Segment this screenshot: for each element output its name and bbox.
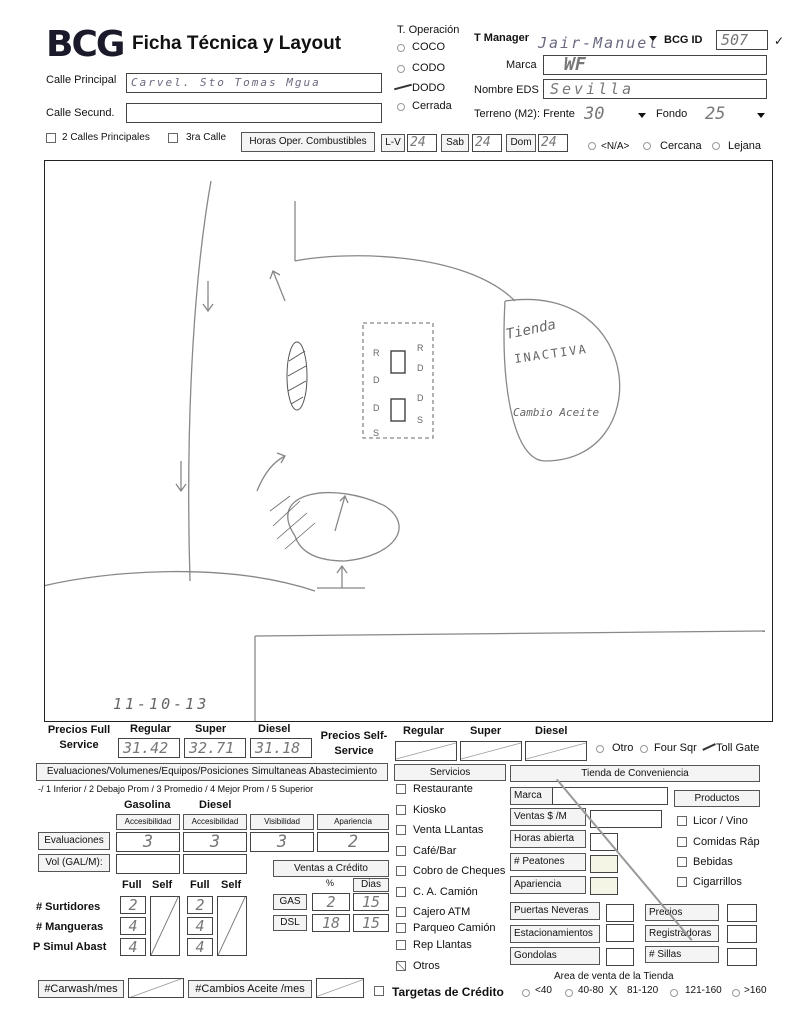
dsl-dias-field[interactable]: 15 — [353, 914, 389, 932]
servicio-otros-checkbox[interactable] — [396, 961, 406, 971]
servicio-cheques: Cobro de Cheques — [413, 865, 506, 877]
pump-letter-r1: R — [373, 348, 380, 358]
layout-date: 11-10-13 — [113, 695, 210, 713]
area-lt40: <40 — [535, 985, 552, 996]
precios-tienda-field[interactable] — [727, 904, 757, 922]
surtidores-gas-self[interactable] — [150, 896, 180, 956]
bcg-logo: BCG — [46, 24, 124, 65]
pump-letter-d2: D — [417, 363, 424, 373]
gasolina-label: Gasolina — [124, 799, 171, 811]
marca-label: Marca — [506, 59, 537, 71]
accesibilidad-gas-header: Accesibilidad — [116, 814, 180, 830]
area-gt160: >160 — [744, 985, 767, 996]
frente-value[interactable]: 30 — [584, 104, 605, 124]
hatch-oval — [287, 342, 307, 410]
producto-licor: Licor / Vino — [693, 815, 748, 827]
estacionamientos-field[interactable] — [606, 924, 634, 942]
evaluation-scale: -/ 1 Inferior / 2 Debajo Prom / 3 Promedio / 4 Mejor Prom / 5 Superior — [38, 784, 314, 794]
carwash-label: #Carwash/mes — [38, 980, 124, 998]
servicio-camion-checkbox[interactable] — [396, 887, 406, 897]
radio-area-40-80[interactable] — [565, 989, 573, 997]
cambios-aceite-field[interactable] — [316, 978, 364, 998]
road-curve — [295, 256, 515, 301]
servicio-llantas: Venta LLantas — [413, 824, 484, 836]
nombre-eds-label: Nombre EDS — [474, 84, 539, 96]
area-121-160: 121-160 — [685, 985, 722, 996]
terreno-label: Terreno (M2): Frente — [474, 108, 575, 120]
tienda-marca-label: Marca — [510, 787, 558, 805]
radio-otro[interactable] — [596, 745, 604, 753]
nombre-eds-field[interactable]: Sevilla — [543, 79, 767, 99]
frente-dropdown-icon[interactable] — [638, 113, 646, 118]
evaluaciones-label: Evaluaciones — [38, 832, 110, 850]
proximity-lejana: Lejana — [728, 140, 762, 152]
col-diesel-full: Diesel — [258, 723, 291, 735]
registradoras-label: Registradoras — [645, 925, 719, 942]
registradoras-field[interactable] — [727, 925, 757, 943]
col-regular-self: Regular — [403, 725, 444, 737]
vol-label: Vol (GAL/M): — [38, 854, 110, 872]
radio-lejana[interactable] — [712, 142, 720, 150]
area-40-80: 40-80 — [578, 985, 604, 996]
servicio-kiosko-checkbox[interactable] — [396, 805, 406, 815]
gondolas-label: Gondolas — [510, 947, 600, 965]
servicio-atm-checkbox[interactable] — [396, 907, 406, 917]
tarjetas-checkbox[interactable] — [374, 986, 384, 996]
radio-cercana[interactable] — [643, 142, 651, 150]
gas-dias-field[interactable]: 15 — [353, 893, 389, 911]
calle-principal-label: Calle Principal — [46, 74, 117, 86]
peatones-label: # Peatones — [510, 853, 586, 871]
precios-tienda-label: Precios — [645, 904, 719, 921]
tercera-calle-label: 3ra Calle — [186, 132, 227, 143]
t-manager-label: T Manager — [474, 32, 530, 44]
servicio-atm: Cajero ATM — [413, 906, 471, 918]
cambios-aceite-label: #Cambios Aceite /mes — [188, 980, 312, 998]
servicio-cheques-checkbox[interactable] — [396, 866, 406, 876]
calle-secund-label: Calle Secund. — [46, 107, 115, 119]
tienda-text: Tienda — [504, 316, 558, 343]
pump-letter-d4: D — [417, 393, 424, 403]
proximity-cercana: Cercana — [660, 140, 702, 152]
score-visibilidad[interactable]: 3 — [250, 832, 314, 852]
puertas-neveras-field[interactable] — [606, 904, 634, 922]
servicio-llantas-checkbox[interactable] — [396, 825, 406, 835]
producto-comidas-checkbox[interactable] — [677, 837, 687, 847]
producto-bebidas-checkbox[interactable] — [677, 857, 687, 867]
arrow-down-1 — [203, 281, 213, 311]
col-diesel-self: Diesel — [535, 725, 568, 737]
bcg-id-label: BCG ID — [664, 34, 703, 46]
full-label-gas: Full — [122, 879, 142, 891]
arrow-up-1 — [270, 271, 285, 301]
apariencia-tienda-label: Apariencia — [510, 876, 586, 894]
accesibilidad-dsl-header: Accesibilidad — [183, 814, 247, 830]
dodo-check-mark — [394, 84, 412, 91]
col-super-full: Super — [195, 723, 227, 735]
marca-field[interactable]: WF — [543, 55, 767, 75]
score-diesel[interactable]: 3 — [183, 832, 247, 852]
simul-dsl-full[interactable]: 4 — [187, 938, 213, 956]
full-regular-field[interactable]: 31.42 — [118, 738, 180, 758]
page-title: Ficha Técnica y Layout — [132, 33, 342, 54]
visibilidad-header: Visibilidad — [250, 814, 314, 830]
surtidores-label: # Surtidores — [36, 901, 101, 913]
pump-letter-d3: D — [373, 403, 380, 413]
t-op-codo: CODO — [412, 62, 445, 74]
pump-2 — [391, 399, 405, 421]
pump-letter-d1: D — [373, 375, 380, 385]
producto-cigarrillos: Cigarrillos — [693, 876, 742, 888]
bottom-road-2 — [255, 631, 765, 636]
t-op-dodo: DODO — [412, 82, 445, 94]
radio-four-sqr[interactable] — [640, 745, 648, 753]
ventas-credito-button[interactable]: Ventas a Crédito — [273, 860, 389, 877]
layout-sketch — [45, 161, 772, 721]
mangueras-label: # Mangueras — [36, 921, 104, 933]
t-operacion-label: T. Operación — [397, 24, 460, 36]
bcg-id-field[interactable]: 507 — [716, 30, 768, 50]
dom-label: Dom — [506, 134, 536, 152]
bcg-id-tick: ✓ — [774, 34, 785, 48]
surtidores-dsl-self[interactable] — [217, 896, 247, 956]
self-diesel-field[interactable] — [525, 741, 587, 761]
self-super-field[interactable] — [460, 741, 522, 761]
dos-calles-label: 2 Calles Principales — [62, 132, 150, 143]
servicio-camion: C. A. Camión — [413, 886, 478, 898]
servicio-restaurante: Restaurante — [413, 783, 473, 795]
servicio-rep-llantas: Rep Llantas — [413, 939, 472, 951]
dom-field[interactable]: 24 — [538, 134, 568, 152]
full-super-field[interactable]: 32.71 — [184, 738, 246, 758]
servicio-restaurante-checkbox[interactable] — [396, 784, 406, 794]
proximity-na: <N/A> — [601, 141, 630, 152]
store-type-toll-gate: Toll Gate — [716, 742, 760, 754]
ventas-label: Ventas $ /M — [510, 808, 586, 826]
radio-cerrada[interactable] — [397, 103, 405, 111]
tienda-header-button[interactable]: Tienda de Conveniencia — [510, 765, 760, 782]
bottom-road — [45, 572, 315, 591]
lv-label: L-V — [381, 134, 405, 152]
t-manager-dropdown-icon[interactable] — [649, 36, 657, 41]
cambio-aceite-text: Cambio Aceite — [513, 406, 600, 419]
area-81-120-mark: X — [609, 983, 618, 998]
mangueras-gas-full[interactable]: 4 — [120, 917, 146, 935]
arrow-up-3 — [335, 496, 348, 531]
t-manager-value[interactable]: Jair-Manuel — [538, 34, 660, 52]
fondo-label: Fondo — [656, 108, 688, 120]
store-type-otro: Otro — [612, 742, 634, 754]
servicio-parqueo: Parqueo Camión — [413, 922, 496, 934]
mangueras-dsl-full[interactable]: 4 — [187, 917, 213, 935]
horas-abierta-label: Horas abierta — [510, 830, 586, 848]
ventas-field[interactable] — [590, 810, 662, 828]
pump-letter-r2: R — [417, 343, 424, 353]
t-op-coco: COCO — [412, 41, 445, 53]
simul-abast-label: P Simul Abast — [33, 941, 107, 953]
layout-canvas — [44, 160, 773, 722]
arrow-down-2 — [176, 461, 186, 491]
servicio-kiosko: Kiosko — [413, 804, 447, 816]
servicio-otros: Otros — [413, 960, 440, 972]
gas-pct-field[interactable]: 2 — [312, 893, 350, 911]
evaluaciones-header-button[interactable]: Evaluaciones/Volumenes/Equipos/Posiciones Simultaneas Abastecimiento — [36, 763, 388, 781]
peatones-field[interactable] — [590, 855, 618, 873]
radio-area-gt160[interactable] — [732, 989, 740, 997]
productos-button[interactable]: Productos — [674, 790, 760, 807]
estacionamientos-label: Estacionamientos — [510, 925, 600, 943]
arrow-bottom — [317, 566, 365, 588]
col-regular-full: Regular — [130, 723, 171, 735]
dsl-pct-field[interactable]: 18 — [312, 914, 350, 932]
vol-gas-field[interactable] — [116, 854, 180, 874]
self-label-gas: Self — [152, 879, 173, 891]
dias-label: Dias — [353, 878, 389, 892]
pct-label: % — [326, 878, 335, 888]
area-81-120: 81-120 — [627, 985, 659, 996]
carwash-field[interactable] — [128, 978, 184, 998]
simul-gas-full[interactable]: 4 — [120, 938, 146, 956]
store-type-four-sqr: Four Sqr — [654, 742, 697, 754]
tarjetas-label: Targetas de Crédito — [392, 985, 504, 999]
pump-letter-s1: S — [373, 428, 380, 438]
fondo-dropdown-icon[interactable] — [757, 113, 765, 118]
radio-area-lt40[interactable] — [522, 989, 530, 997]
pump-letter-s2: S — [417, 415, 424, 425]
sillas-field[interactable] — [727, 948, 757, 966]
apariencia-tienda-field[interactable] — [590, 877, 618, 895]
radio-codo[interactable] — [397, 65, 405, 73]
lv-field[interactable]: 24 — [407, 134, 437, 152]
precios-self-label: Precios Self-Service — [320, 730, 388, 757]
full-label-dsl: Full — [190, 879, 210, 891]
gondolas-field[interactable] — [606, 948, 634, 966]
sillas-label: # Sillas — [645, 946, 719, 963]
producto-licor-checkbox[interactable] — [677, 816, 687, 826]
servicio-cafe: Café/Bar — [413, 845, 457, 857]
self-label-dsl: Self — [221, 879, 242, 891]
radio-area-121-160[interactable] — [670, 989, 678, 997]
tercera-calle-checkbox[interactable] — [168, 133, 178, 143]
puertas-neveras-label: Puertas Neveras — [510, 902, 600, 920]
servicio-rep-llantas-checkbox[interactable] — [396, 940, 406, 950]
surtidores-dsl-full[interactable]: 2 — [187, 896, 213, 914]
calle-principal-field[interactable]: Carvel. Sto Tomas Mgua — [126, 73, 382, 93]
area-venta-label: Area de venta de la Tienda — [554, 971, 674, 982]
t-op-cerrada: Cerrada — [412, 100, 452, 112]
servicios-header-button[interactable]: Servicios — [394, 764, 506, 781]
calle-secund-field[interactable] — [126, 103, 382, 123]
road-edge-left — [189, 181, 211, 581]
sab-field[interactable]: 24 — [472, 134, 502, 152]
producto-comidas: Comidas Ráp — [693, 836, 760, 848]
apariencia-header: Apariencia — [317, 814, 389, 830]
fondo-value[interactable]: 25 — [705, 104, 726, 124]
precios-full-label: Precios Full Service — [47, 724, 111, 751]
horas-oper-button[interactable]: Horas Oper. Combustibles — [241, 132, 375, 152]
col-super-self: Super — [470, 725, 502, 737]
gas-credit-label: GAS — [273, 894, 307, 910]
inactiva-text: INACTIVA — [513, 341, 589, 366]
dsl-credit-label: DSL — [273, 915, 307, 931]
score-apariencia[interactable]: 2 — [317, 832, 389, 852]
pump-1 — [391, 351, 405, 373]
dos-calles-checkbox[interactable] — [46, 133, 56, 143]
arrow-up-2 — [257, 453, 285, 491]
servicio-parqueo-checkbox[interactable] — [396, 923, 406, 933]
servicio-cafe-checkbox[interactable] — [396, 846, 406, 856]
self-regular-field[interactable] — [395, 741, 457, 761]
full-diesel-field[interactable]: 31.18 — [250, 738, 312, 758]
vol-diesel-field[interactable] — [183, 854, 247, 874]
producto-cigarrillos-checkbox[interactable] — [677, 877, 687, 887]
diesel-label: Diesel — [199, 799, 232, 811]
radio-coco[interactable] — [397, 44, 405, 52]
surtidores-gas-full[interactable]: 2 — [120, 896, 146, 914]
toll-gate-mark — [702, 743, 715, 750]
radio-na[interactable] — [588, 142, 596, 150]
producto-bebidas: Bebidas — [693, 856, 733, 868]
sab-label: Sab — [441, 134, 469, 152]
score-gas[interactable]: 3 — [116, 832, 180, 852]
